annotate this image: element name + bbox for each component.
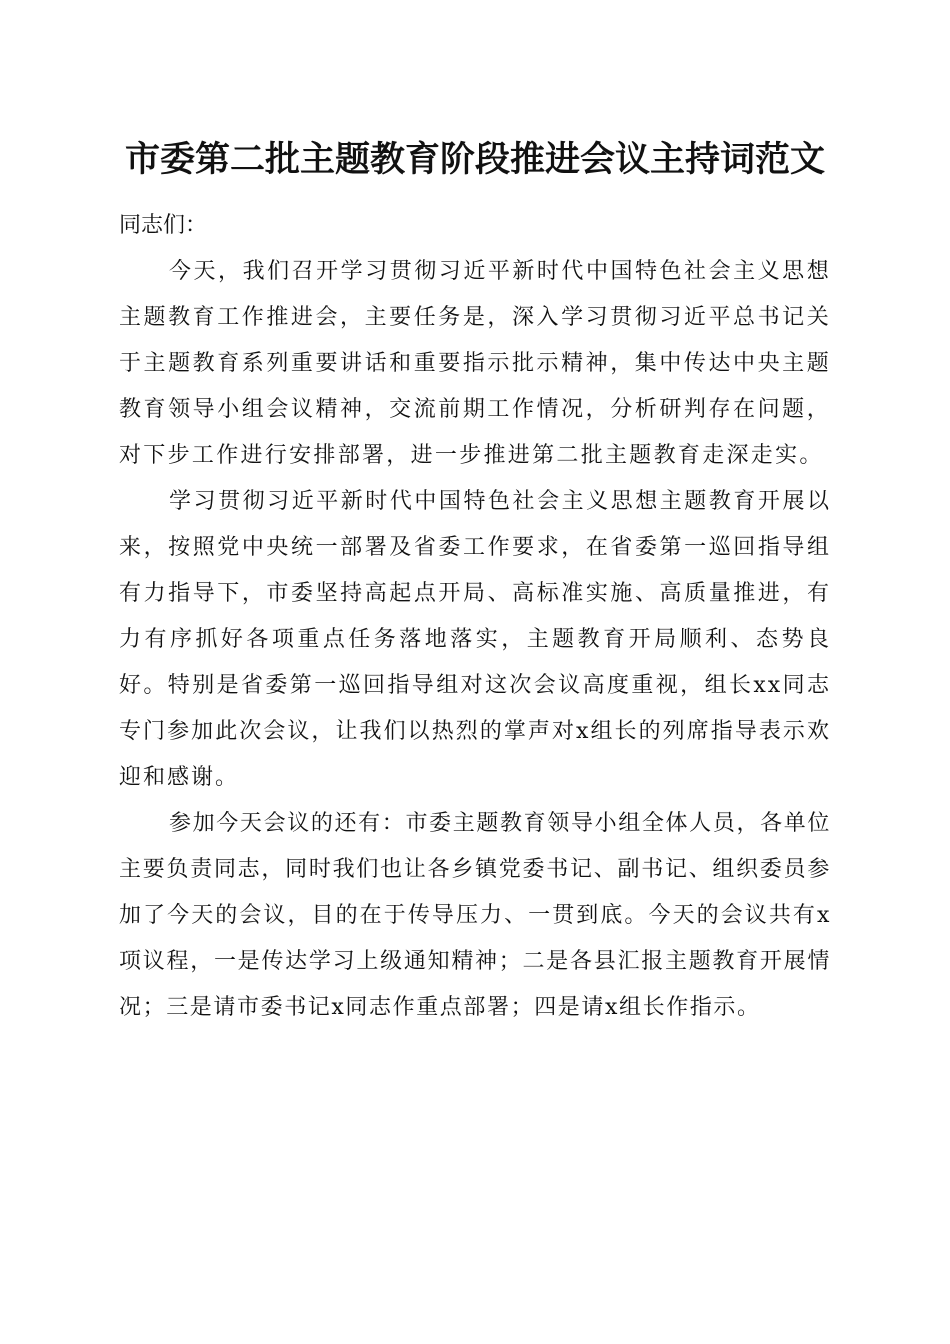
document-body (119, 203, 831, 1031)
paragraph-opening: 今天，我们召开学习贯彻习近平新时代中国特色社会主义思想主题教育工作推进会，主要任务是，深入学习贯彻习近平总书记关于主题教育系列重要讲话和重要指示批示精神，集中传达中央主题教育领导小组会议精神，交流前期工作情况，分析研判存在问题，对下步工作进行安排部署，进一步推进第二批主题教育走深走实。 (119, 259, 831, 468)
paragraph-agenda: 参加今天会议的还有：市委主题教育领导小组全体人员，各单位主要负责同志，同时我们也让各乡镇党委书记、副书记、组织委员参加了今天的会议，目的在于传导压力、一贯到底。今天的会议共有x项议程，一是传达学习上级通知精神；二是各县汇报主题教育开展情况；三是请市委书记x同志作重点部署；四是请x组长作指示。 (119, 811, 831, 1020)
document-title: 市委第二批主题教育阶段推进会议主持词范文 (124, 139, 825, 180)
paragraph-progress: 学习贯彻习近平新时代中国特色社会主义思想主题教育开展以来，按照党中央统一部署及省委工作要求，在省委第一巡回指导组有力指导下，市委坚持高起点开局、高标准实施、高质量推进，有力有序抓好各项重点任务落地落实，主题教育开局顺利、态势良好。特别是省委第一巡回指导组对这次会议高度重视，组长xx同志专门参加此次会议，让我们以热烈的掌声对x组长的列席指导表示欢迎和感谢。 (119, 489, 831, 790)
salutation: 同志们： (119, 213, 208, 238)
